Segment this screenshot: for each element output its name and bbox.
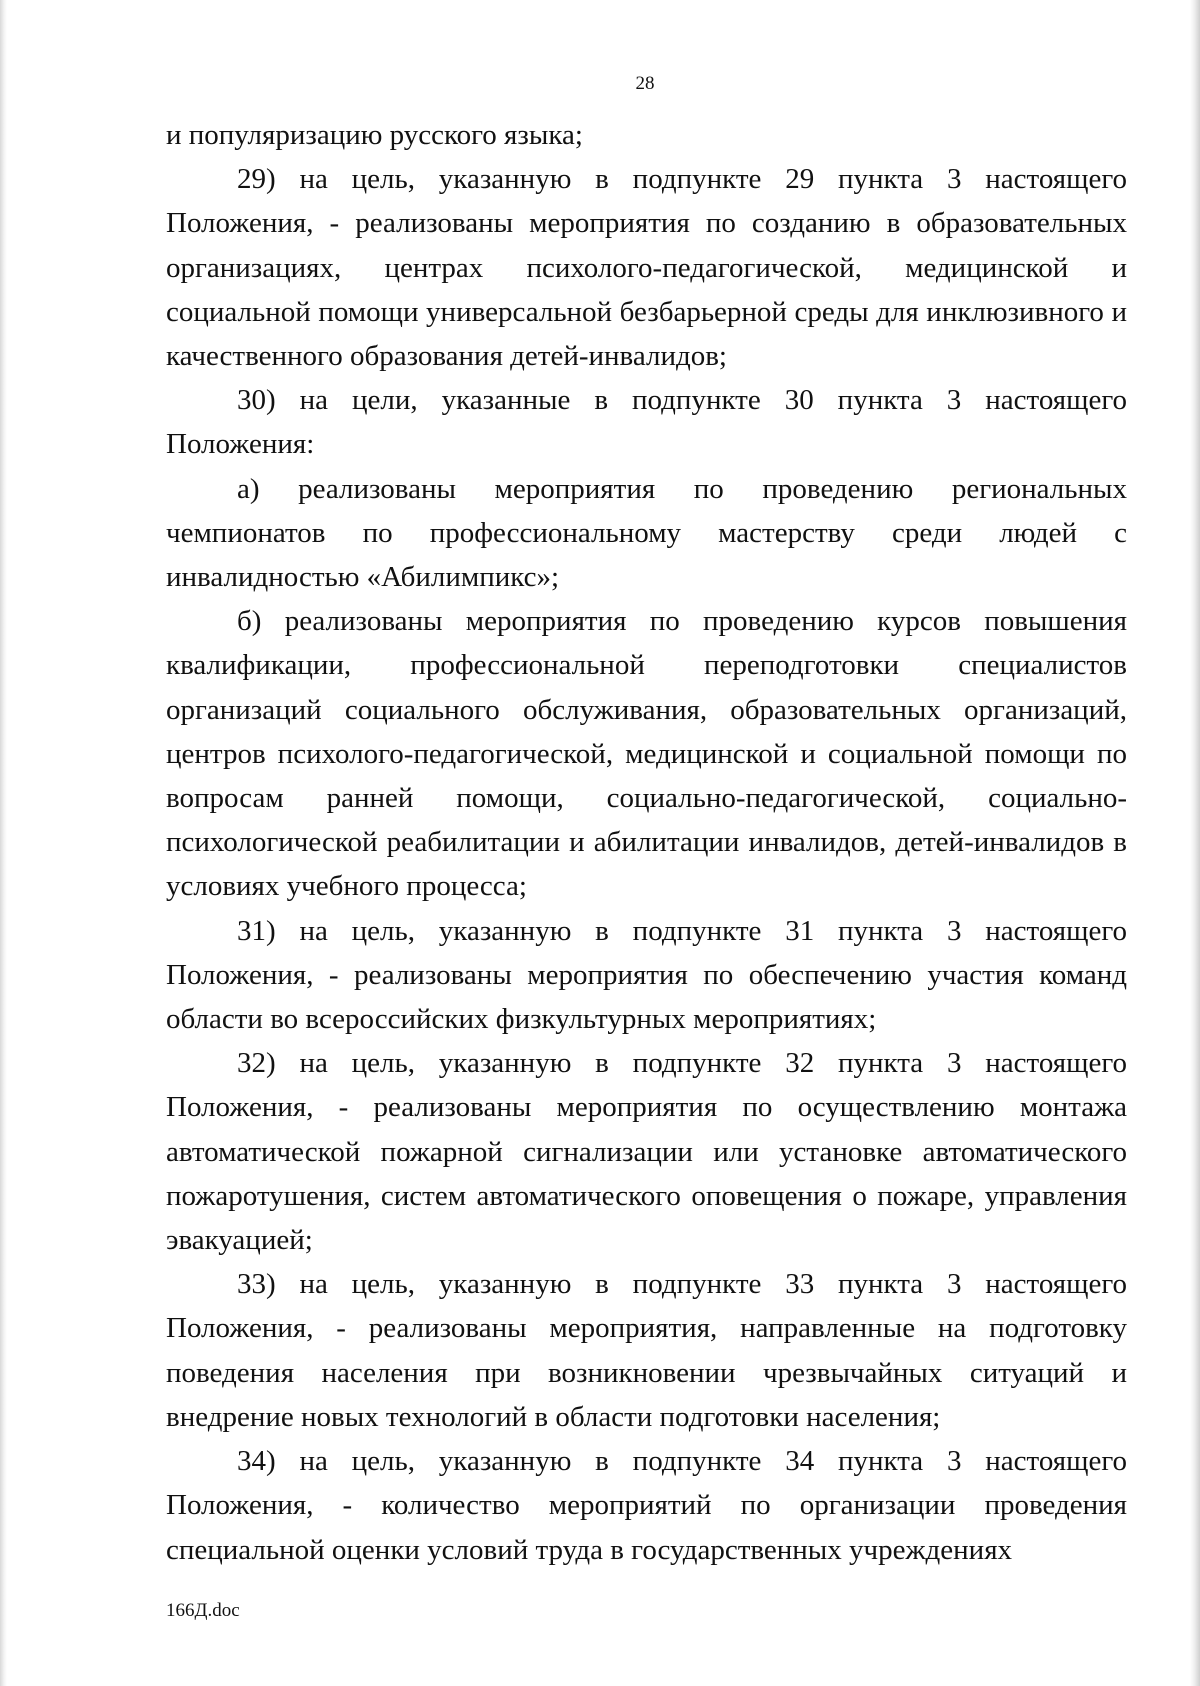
paragraph-item-32: 32) на цель, указанную в подпункте 32 пункта 3 настоящего Положения, - реализованы мероприятия по осуществлению монтажа автоматической пожарной сигнализации или установке автоматического пожаротушения, систем автоматического оповещения о пожаре, управления эвакуацией; [166, 1047, 1127, 1257]
scan-edge-left [0, 0, 7, 1686]
scan-edge-right [1190, 0, 1200, 1686]
paragraph-item-34: 34) на цель, указанную в подпункте 34 пункта 3 настоящего Положения, - количество мероприятий по организации проведения специальной оценки условий труда в государственных учреждениях [166, 1445, 1127, 1566]
document-body [166, 113, 1127, 1572]
paragraph-item-29: 29) на цель, указанную в подпункте 29 пункта 3 настоящего Положения, - реализованы мероприятия по созданию в образовательных организациях, центрах психолого-педагогической, медицинской и социальной помощи универсальной безбарьерной среды для инклюзивного и качественного образования детей-инвалидов; [166, 163, 1127, 373]
paragraph-item-30-b: б) реализованы мероприятия по проведению курсов повышения квалификации, профессиональной переподготовки специалистов организаций социального обслуживания, образовательных организаций, центров психолого-педагогической, медицинской и социальной помощи по вопросам ранней помощи, социально-педагогической, социально-психологической реабилитации и абилитации инвалидов, детей-инвалидов в условиях учебного процесса; [166, 605, 1127, 903]
paragraph-item-30: 30) на цели, указанные в подпункте 30 пункта 3 настоящего Положения: [166, 384, 1127, 461]
paragraph-item-30-a: а) реализованы мероприятия по проведению региональных чемпионатов по профессиональному мастерству среди людей с инвалидностью «Абилимпикс»; [166, 472, 1127, 594]
paragraph-item-33: 33) на цель, указанную в подпункте 33 пункта 3 настоящего Положения, - реализованы мероприятия, направленные на подготовку поведения населения при возникновении чрезвычайных ситуаций и внедрение новых технологий в области подготовки населения; [166, 1268, 1127, 1433]
footer-filename: 166Д.doc [166, 1600, 240, 1621]
page-number: 28 [635, 73, 655, 94]
paragraph-continuation: и популяризацию русского языка; [166, 119, 583, 151]
paragraph-item-31: 31) на цель, указанную в подпункте 31 пункта 3 настоящего Положения, - реализованы мероприятия по обеспечению участия команд области во всероссийских физкультурных мероприятиях; [166, 914, 1127, 1036]
